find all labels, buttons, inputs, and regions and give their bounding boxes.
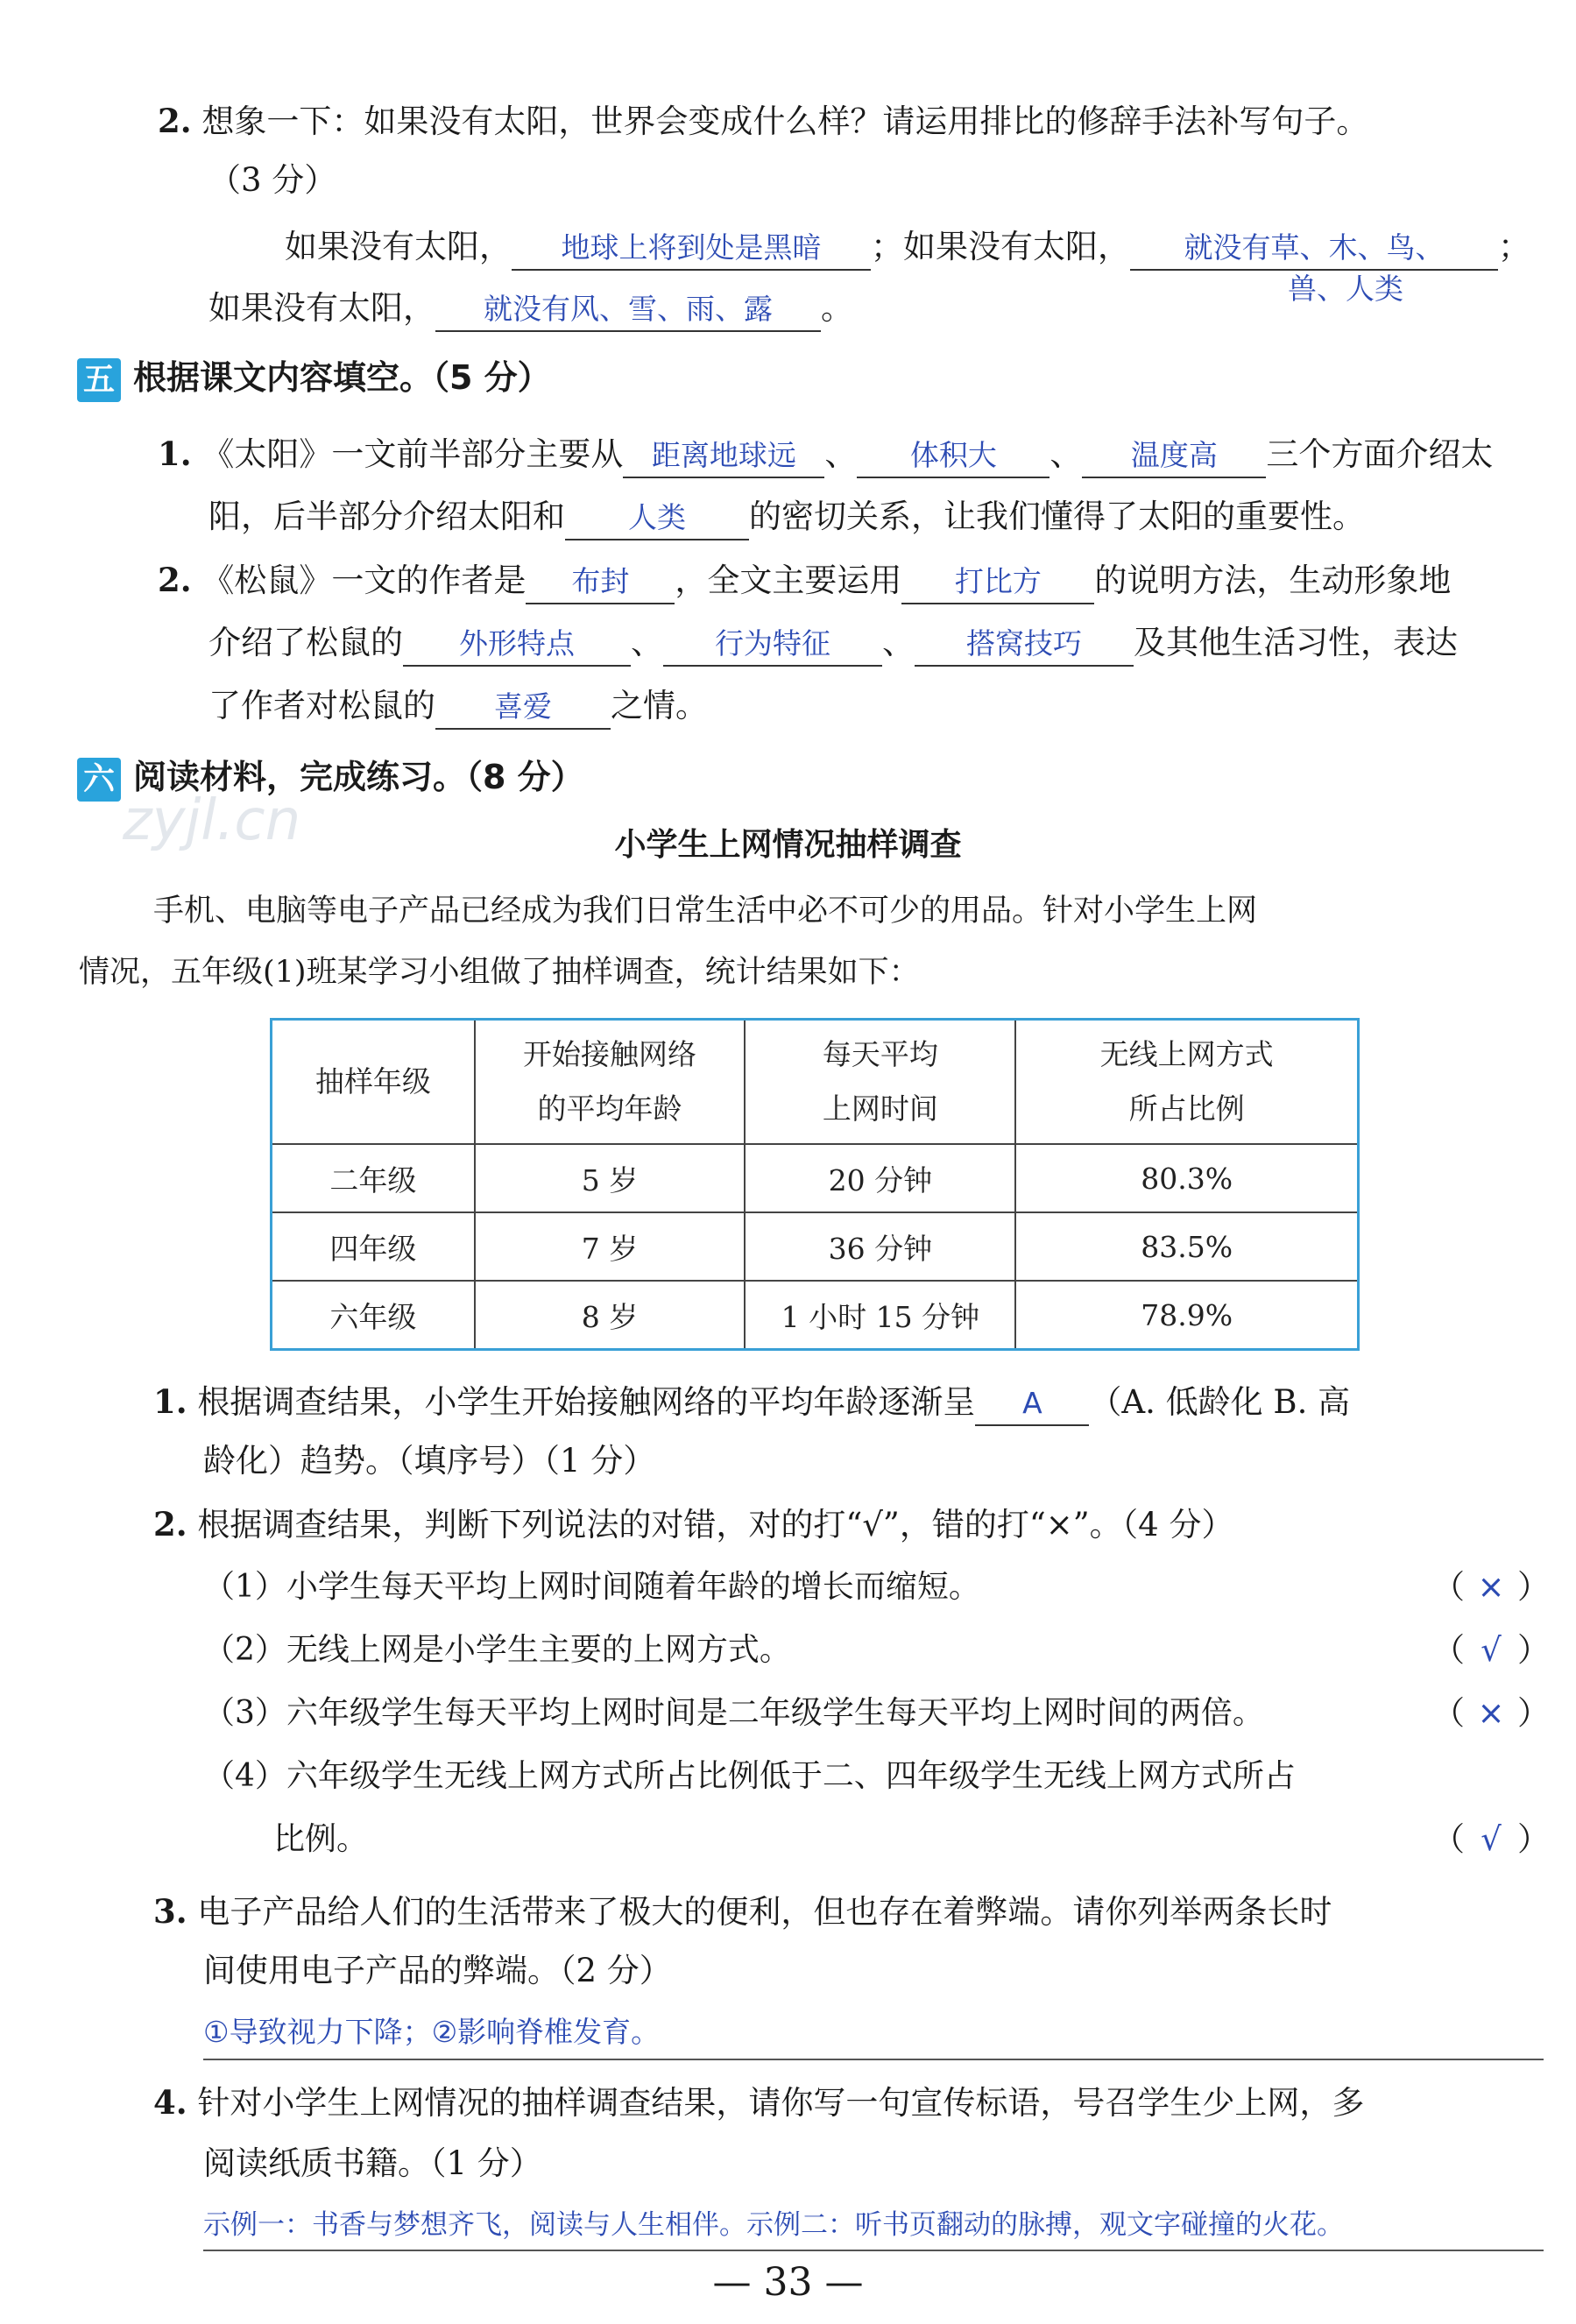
answer-blank[interactable]: 地球上将到处是黑暗: [512, 227, 871, 271]
table-cell: 5 岁: [475, 1144, 746, 1212]
section-badge: 六: [77, 758, 121, 802]
watermark-logo: zyjl.cn: [123, 788, 301, 853]
answer-blank[interactable]: A: [975, 1382, 1089, 1426]
table-cell: 二年级: [272, 1144, 475, 1212]
answer-continuation: 兽、人类: [1288, 272, 1403, 306]
judge-answer-3: （ × ）: [1432, 1694, 1550, 1732]
material-intro-line1: 手机、电脑等电子产品已经成为我们日常生活中必不可少的用品。针对小学生上网: [153, 894, 1258, 929]
table-header-cell: 开始接触网络 的平均年龄: [475, 1020, 746, 1145]
table-row: [272, 1212, 1359, 1281]
answer-blank[interactable]: 就没有草、木、鸟、: [1130, 227, 1498, 271]
judge-answer-1: （ × ）: [1432, 1568, 1550, 1606]
q-imagine-prompt: 2. 想象一下：如果没有太阳，世界会变成什么样？请运用排比的修辞手法补写句子。: [158, 102, 1369, 140]
table-cell: 36 分钟: [745, 1212, 1015, 1281]
s5-q2-line1: 2. 《松鼠》一文的作者是 布封 ，全文主要运用 打比方 的说明方法，生动形象地: [158, 554, 1451, 607]
judge-item-1: （1）小学生每天平均上网时间随着年龄的增长而缩短。: [203, 1569, 980, 1605]
answer-blank[interactable]: 体积大: [857, 434, 1049, 478]
s5-q1-line2: 阳，后半部分介绍太阳和 人类 的密切关系，让我们懂得了太阳的重要性。: [208, 491, 1365, 543]
answer-blank[interactable]: 搭窝技巧: [915, 623, 1134, 667]
table-header-cell: 每天平均 上网时间: [745, 1020, 1015, 1145]
table-row: [272, 1144, 1359, 1212]
s6-q4-line2: 阅读纸质书籍。（1 分）: [203, 2144, 542, 2182]
table-cell: 7 岁: [475, 1212, 746, 1281]
s6-q4-answer[interactable]: 示例一：书香与梦想齐飞，阅读与人生相伴。示例二：听书页翻动的脉搏，观文字碰撞的火花。: [203, 2209, 1344, 2241]
table-cell: 8 岁: [475, 1281, 746, 1350]
material-title: 小学生上网情况抽样调查: [614, 827, 962, 863]
page-number: — 33 —: [712, 2260, 864, 2305]
table-cell: 1 小时 15 分钟: [745, 1281, 1015, 1350]
answer-blank[interactable]: 人类: [565, 497, 749, 540]
q-imagine-line2: 如果没有太阳， 就没有风、雪、雨、露 。: [208, 282, 853, 335]
table-header-cell: 无线上网方式 所占比例: [1015, 1020, 1358, 1145]
section-five-heading: 五 根据课文内容填空。（5 分）: [77, 354, 551, 402]
material-intro-line2: 情况，五年级(1)班某学习小组做了抽样调查，统计结果如下：: [79, 955, 920, 990]
s6-q3-line1: 3. 电子产品给人们的生活带来了极大的便利，但也存在着弊端。请你列举两条长时: [153, 1892, 1332, 1931]
judge-answer-4: （ √ ）: [1432, 1820, 1550, 1858]
table-cell: 83.5%: [1015, 1212, 1358, 1281]
s6-q2-prompt: 2. 根据调查结果，判断下列说法的对错，对的打“√”，错的打“×”。（4 分）: [153, 1505, 1234, 1543]
s6-q4-line1: 4. 针对小学生上网情况的抽样调查结果，请你写一句宣传标语，号召学生少上网，多: [153, 2083, 1365, 2122]
answer-underline: [203, 2250, 1544, 2251]
answer-blank[interactable]: 温度高: [1082, 434, 1266, 478]
answer-blank[interactable]: 行为特征: [663, 623, 882, 667]
judge-item-4: （4）六年级学生无线上网方式所占比例低于二、四年级学生无线上网方式所占: [203, 1758, 1296, 1794]
table-header-cell: 抽样年级: [272, 1020, 475, 1145]
s6-q3-line2: 间使用电子产品的弊端。（2 分）: [203, 1952, 672, 1989]
answer-blank[interactable]: 喜爱: [435, 686, 611, 730]
q-imagine-score: （3 分）: [208, 161, 337, 199]
judge-item-4-cont: 比例。: [273, 1821, 369, 1857]
s6-q1-line2: 龄化）趋势。（填序号）（1 分）: [203, 1442, 656, 1480]
table-row: [272, 1281, 1359, 1350]
q-imagine-line1: 如果没有太阳， 地球上将到处是黑暗 ；如果没有太阳， 就没有草、木、鸟、 ；: [285, 221, 1530, 273]
answer-blank[interactable]: 布封: [526, 561, 675, 604]
section-badge: 五: [77, 358, 121, 402]
table-cell: 四年级: [272, 1212, 475, 1281]
table-cell: 六年级: [272, 1281, 475, 1350]
judge-answer-2: （ √ ）: [1432, 1631, 1550, 1669]
judge-item-3: （3）六年级学生每天平均上网时间是二年级学生每天平均上网时间的两倍。: [203, 1695, 1264, 1731]
answer-blank[interactable]: 就没有风、雪、雨、露: [435, 288, 821, 332]
answer-blank[interactable]: 打比方: [901, 561, 1094, 604]
judge-item-2: （2）无线上网是小学生主要的上网方式。: [203, 1632, 791, 1668]
s5-q2-line3: 了作者对松鼠的 喜爱 之情。: [208, 680, 708, 732]
answer-underline: [203, 2059, 1544, 2060]
answer-blank[interactable]: 距离地球远: [623, 434, 824, 478]
s6-q3-answer[interactable]: ①导致视力下降；②影响脊椎发育。: [203, 2015, 661, 2049]
survey-table: [270, 1018, 1360, 1351]
s5-q2-line2: 介绍了松鼠的 外形特点 、 行为特征 、 搭窝技巧 及其他生活习性，表达: [208, 617, 1458, 669]
section-six-heading: 六 阅读材料，完成练习。（8 分）: [77, 753, 584, 802]
table-cell: 80.3%: [1015, 1144, 1358, 1212]
s6-q1-line1: 1. 根据调查结果，小学生开始接触网络的平均年龄逐渐呈 A （A. 低龄化 B. 高: [153, 1375, 1350, 1429]
s5-q1-line1: 1. 《太阳》一文前半部分主要从 距离地球远 、 体积大 、 温度高 三个方面介绍太: [158, 427, 1493, 481]
answer-blank[interactable]: 外形特点: [403, 623, 631, 667]
table-cell: 20 分钟: [745, 1144, 1015, 1212]
table-header-row: [272, 1020, 1359, 1145]
table-cell: 78.9%: [1015, 1281, 1358, 1350]
